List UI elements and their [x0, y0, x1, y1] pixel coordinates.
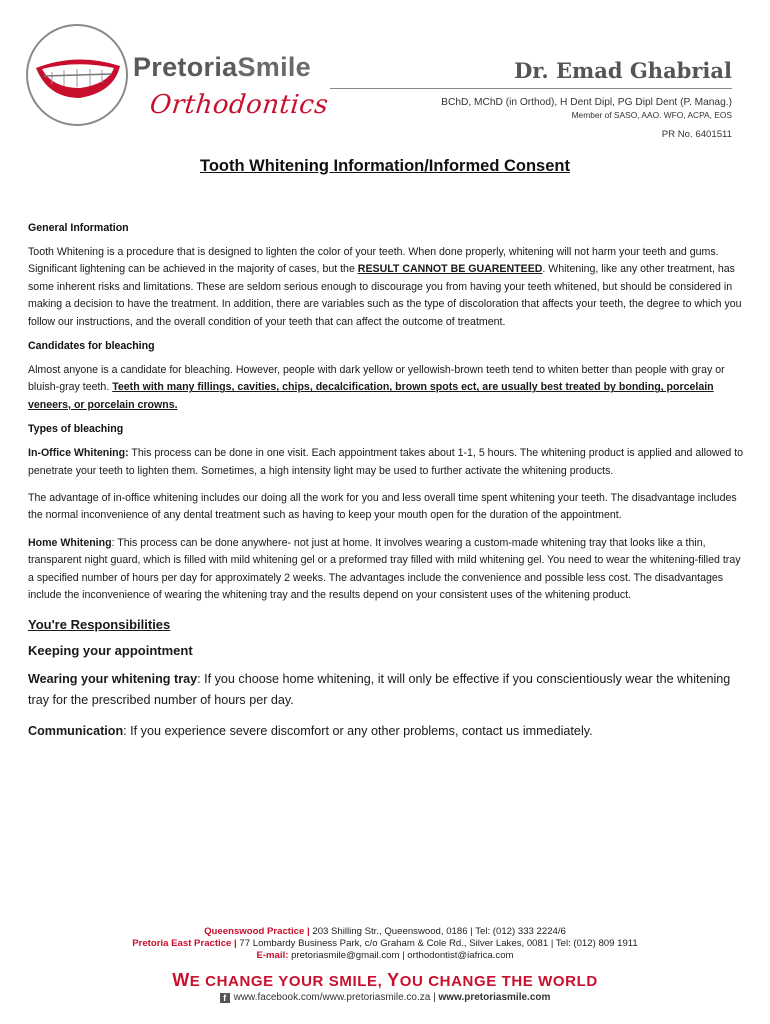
footer-slogan: WE CHANGE YOUR SMILE, YOU CHANGE THE WORLD	[172, 970, 598, 990]
pr-number: PR No. 6401511	[661, 129, 732, 140]
facebook-icon: f	[220, 993, 230, 1003]
smile-logo-icon	[24, 22, 130, 128]
footer-queenswood: Queenswood Practice | 203 Shilling Str., Queenswood, 0186 | Tel: (012) 333 2224/6	[204, 926, 566, 937]
footer-email: E-mail: pretoriasmile@gmail.com | orthodontist@iafrica.com	[256, 950, 514, 961]
keeping-appointment: Keeping your appointment	[28, 642, 193, 658]
document-title: Tooth Whitening Information/Informed Consent	[200, 157, 570, 175]
candidates-paragraph: Almost anyone is a candidate for bleaching. However, people with dark yellow or yellowish-brown teeth tend to whiten better than people with gray or bluish-gray teeth. Teeth with many fillings, cavities, chips, decalcification, brown spots ect, are usually best treated by bonding, porcelain veneers, or porcelain crowns.	[28, 364, 725, 411]
document-body	[28, 222, 748, 742]
candidates-heading: Candidates for bleaching	[28, 340, 155, 353]
general-heading: General Information	[28, 222, 129, 234]
advantage-paragraph: The advantage of in-office whitening includes our doing all the work for you and less overall time spent whitening your teeth. The disadvantage includes the normal inconvenience of any dental treatment such as having to keep your mouth open for the duration of the appointment.	[28, 492, 737, 522]
home-paragraph: Home Whitening: This process can be done anywhere- not just at home. It involves wearing a custom-made whitening tray that looks like a thin, transparent night guard, which is filled with mild whitening gel or a preformed tray filled with mild whitening gel. You need to wear the whitening-filled tray a specified number of hours per day for approximately 2 weeks. The advantages include the convenience and possible less cost. The disadvantages include the inconvenience of wearing the whitening tray and the results depend on your consistent uses of the whitening product.	[28, 536, 741, 602]
general-paragraph: Tooth Whitening is a procedure that is designed to lighten the color of your teeth. When done properly, whitening will not harm your teeth and gums. Significant lightening can be achieved in the majority of cases, but the RESULT CANNOT BE GUARENTEED. Whitening, like any other treatment, has some inherent risks and limitations. These are seldom serious enough to discourage you from having your teeth whitened, but should be considered in making a decision to have the treatment. In addition, there are variables such as the type of discoloration that affects your teeth, the degree to which you follow our instructions, and the overall condition of your teeth that can affect the outcome of treatment.	[28, 246, 742, 328]
communication-paragraph: Communication: If you experience severe discomfort or any other problems, contact us immediately.	[28, 723, 593, 738]
doctor-qualifications: BChD, MChD (in Orthod), H Dent Dipl, PG Dipl Dent (P. Manag.)	[441, 97, 732, 108]
doctor-name: Dr. Emad Ghabrial	[514, 58, 732, 83]
footer-social: f www.facebook.com/www.pretoriasmile.co.za | www.pretoriasmile.com	[0, 992, 770, 1003]
header-divider	[330, 88, 732, 89]
website-link[interactable]: www.pretoriasmile.com	[438, 992, 551, 1003]
facebook-link[interactable]: www.facebook.com/www.pretoriasmile.co.za	[233, 992, 431, 1003]
doctor-memberships: Member of SASO, AAO. WFO, ACPA, EOS	[571, 110, 732, 120]
tray-paragraph: Wearing your whitening tray: If you choose home whitening, it will only be effective if you conscientiously wear the whitening tray for the prescribed number of hours per day.	[28, 671, 731, 707]
responsibilities-heading: You're Responsibilities	[28, 616, 171, 632]
brand-name: PretoriaSmile	[133, 52, 311, 82]
footer-pretoria-east: Pretoria East Practice | 77 Lombardy Business Park, c/o Graham & Cole Rd., Silver Lakes, 0081 | Tel: (012) 809 1911	[132, 938, 638, 949]
inoffice-paragraph: In-Office Whitening: This process can be done in one visit. Each appointment takes about 1-1, 5 hours. The whitening product is applied and allowed to penetrate your teeth to lighten them. Sometimes, a high intensity light may be used to further activate the whitening products.	[28, 447, 744, 477]
brand-subtitle: Orthodontics	[148, 90, 330, 120]
types-heading: Types of bleaching	[28, 423, 124, 436]
